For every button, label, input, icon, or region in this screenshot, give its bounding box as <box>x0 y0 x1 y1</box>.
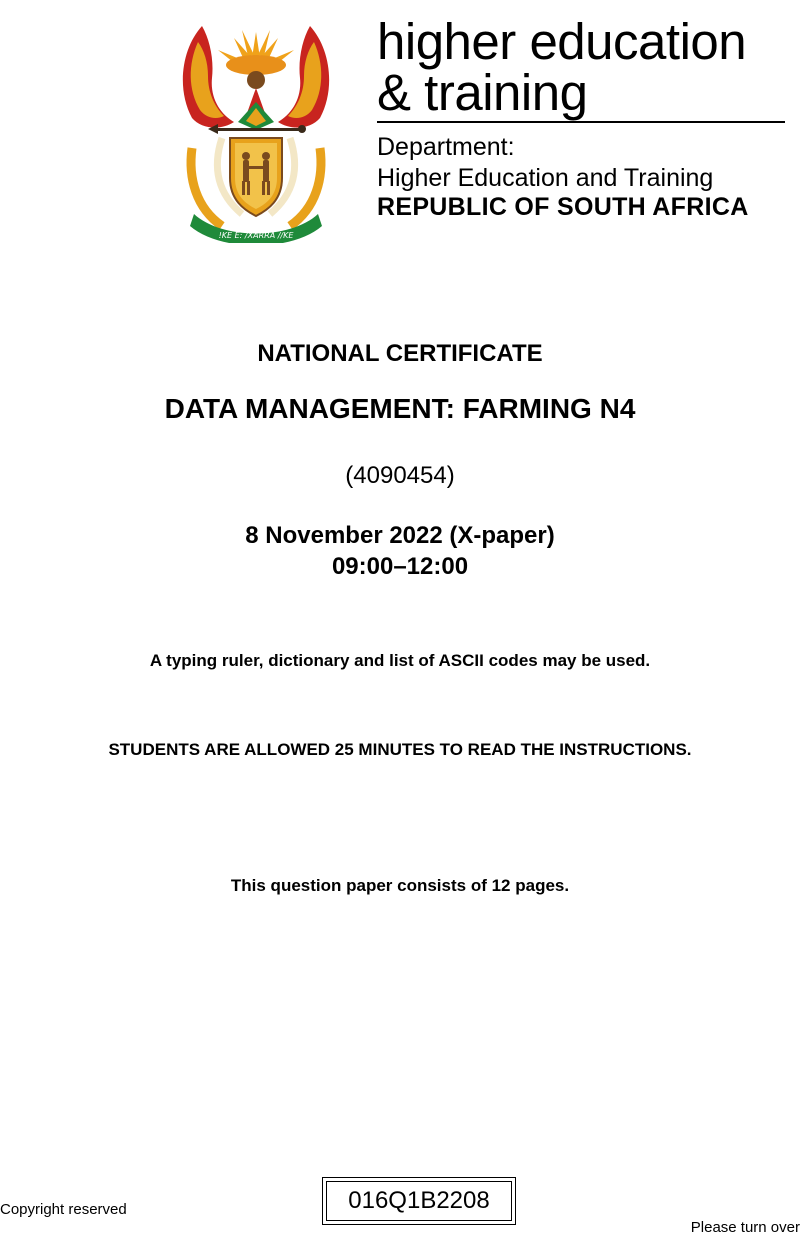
turn-over-note: Please turn over <box>690 1219 800 1236</box>
subject-title: DATA MANAGEMENT: FARMING N4 <box>164 393 636 424</box>
department-name: Higher Education and Training <box>377 164 714 192</box>
brand-title-line-2: & training <box>377 64 588 121</box>
exam-time: 09:00–12:00 <box>331 553 469 580</box>
exam-date: 8 November 2022 (X-paper) <box>245 522 555 549</box>
page-count-note: This question paper consists of 12 pages. <box>230 876 570 895</box>
reading-time-instruction: STUDENTS ARE ALLOWED 25 MINUTES TO READ THE INSTRUCTIONS. <box>108 740 692 759</box>
paper-code-box <box>322 1177 516 1225</box>
copyright-notice: Copyright reserved <box>0 1201 127 1218</box>
subject-code: (4090454) <box>345 462 455 489</box>
paper-code: 016Q1B2208 <box>326 1181 512 1221</box>
allowed-materials-note: A typing ruler, dictionary and list of ASCII codes may be used. <box>149 651 651 670</box>
coat-of-arms-logo <box>172 18 340 243</box>
certificate-title: NATIONAL CERTIFICATE <box>257 340 543 367</box>
department-label: Department: <box>377 133 515 161</box>
brand-divider <box>377 121 785 123</box>
country-name: REPUBLIC OF SOUTH AFRICA <box>377 193 749 221</box>
motto-text: !KE E: /XARRA //KE <box>218 231 294 240</box>
brand-title-line-1: higher education <box>377 13 747 70</box>
